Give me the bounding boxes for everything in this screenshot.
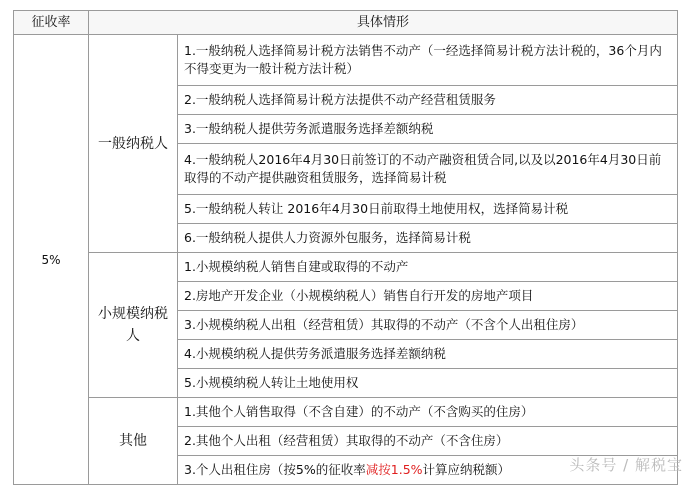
situation-item: 1.小规模纳税人销售自建或取得的不动产 — [178, 253, 678, 282]
situation-item: 4.小规模纳税人提供劳务派遣服务选择差额纳税 — [178, 340, 678, 369]
reduced-rate-highlight: 减按1.5% — [365, 462, 423, 477]
situation-item: 1.其他个人销售取得（不含自建）的不动产（不含购买的住房） — [178, 398, 678, 427]
situation-item: 2.房地产开发企业（小规模纳税人）销售自行开发的房地产项目 — [178, 282, 678, 311]
header-rate: 征收率 — [14, 11, 89, 35]
header-row — [14, 11, 678, 35]
situation-item: 4.一般纳税人2016年4月30日前签订的不动产融资租赁合同,以及以2016年4月30日前取得的不动产提供融资租赁服务，选择简易计税 — [178, 144, 678, 195]
situation-item: 2.其他个人出租（经营租赁）其取得的不动产（不含住房） — [178, 427, 678, 456]
category-general-taxpayer: 一般纳税人 — [89, 35, 178, 253]
situation-item: 5.一般纳税人转让 2016年4月30日前取得土地使用权，选择简易计税 — [178, 195, 678, 224]
table-row — [14, 253, 678, 282]
item-text-suffix: 计算应纳税额） — [422, 462, 511, 477]
item-text-prefix: 3.个人出租住房（按5%的征收率 — [184, 462, 366, 477]
situation-item: 2.一般纳税人选择简易计税方法提供不动产经营租赁服务 — [178, 86, 678, 115]
category-other: 其他 — [89, 398, 178, 485]
table-row — [14, 398, 678, 427]
situation-item: 5.小规模纳税人转让土地使用权 — [178, 369, 678, 398]
situation-item: 3.小规模纳税人出租（经营租赁）其取得的不动产（不含个人出租住房） — [178, 311, 678, 340]
situation-item: 6.一般纳税人提供人力资源外包服务，选择简易计税 — [178, 224, 678, 253]
watermark: 头条号 / 解税宝 — [569, 456, 683, 474]
table-row — [14, 35, 678, 86]
situation-item: 3.一般纳税人提供劳务派遣服务选择差额纳税 — [178, 115, 678, 144]
rate-cell: 5% — [14, 35, 89, 485]
tax-rate-table — [13, 10, 678, 485]
situation-item: 1.一般纳税人选择简易计税方法销售不动产（一经选择简易计税方法计税的，36个月内不得变更为一般计税方法计税） — [178, 35, 678, 86]
header-situation: 具体情形 — [89, 11, 678, 35]
category-small-scale-taxpayer: 小规模纳税人 — [89, 253, 178, 398]
